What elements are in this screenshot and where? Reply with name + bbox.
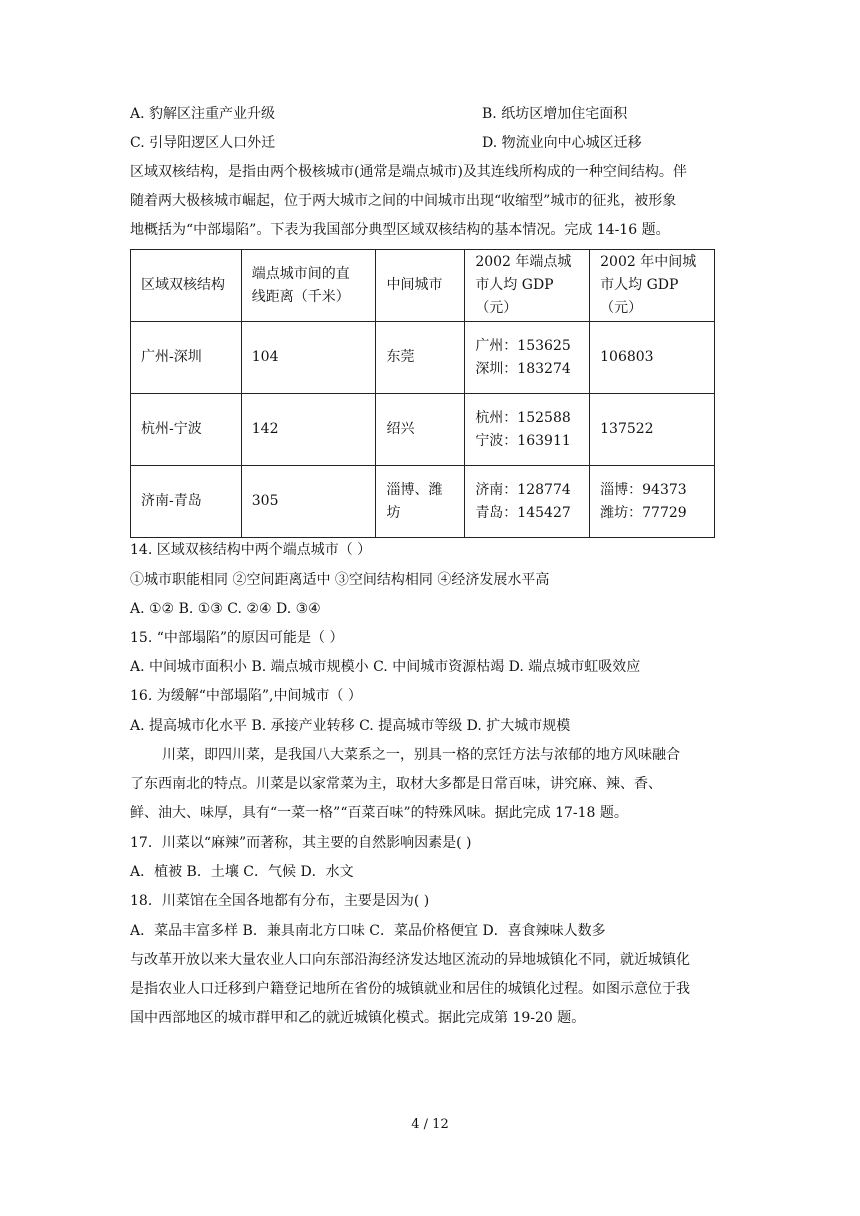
intro-19-20-line: 国中西部地区的城市群甲和乙的就近城镇化模式。据此完成第 19-20 题。 bbox=[130, 1010, 586, 1026]
cell-end-gdp-a: 杭州：152588 bbox=[475, 409, 571, 426]
q16-stem: 16. 为缓解“中部塌陷”,中间城市（ ） bbox=[130, 688, 362, 704]
cell-end-gdp-b: 宁波：163911 bbox=[475, 432, 571, 449]
cell-distance: 142 bbox=[241, 394, 376, 466]
cell-middle-gdp bbox=[590, 394, 715, 466]
cell-end-gdp-b: 青岛：145427 bbox=[475, 504, 571, 521]
q17-options: A．植被 B．土壤 C．气候 D．水文 bbox=[130, 864, 354, 880]
header-end-gdp-line1: 2002 年端点城 bbox=[475, 254, 572, 270]
cell-middle-city: 绍兴 bbox=[376, 394, 465, 466]
dual-core-table bbox=[130, 249, 715, 538]
cell-end-gdp-b: 深圳：183274 bbox=[475, 360, 571, 377]
cell-middle-gdp-a: 淄博：94373 bbox=[600, 481, 687, 498]
q13-option-c: C. 引导阳逻区人口外迁 bbox=[130, 135, 276, 151]
q18-stem: 18．川菜馆在全国各地都有分布，主要是因为( ) bbox=[130, 893, 430, 909]
cell-end-gdp bbox=[465, 394, 590, 466]
header-middle-gdp-line2: 市人均 GDP（元） bbox=[600, 277, 679, 316]
cell-region: 杭州-宁波 bbox=[131, 394, 242, 466]
table-row bbox=[131, 466, 715, 538]
q16-options: A. 提高城市化水平 B. 承接产业转移 C. 提高城市等级 D. 扩大城市规模 bbox=[130, 718, 571, 734]
q13-option-d: D. 物流业向中心城区迁移 bbox=[482, 135, 642, 151]
cell-middle-gdp bbox=[590, 322, 715, 394]
q14-stem: 14. 区域双核结构中两个端点城市（ ） bbox=[130, 542, 372, 558]
cell-distance: 305 bbox=[241, 466, 376, 538]
q13-option-b: B. 纸坊区增加住宅面积 bbox=[482, 106, 628, 122]
table-row bbox=[131, 322, 715, 394]
header-distance bbox=[241, 250, 376, 322]
header-region: 区域双核结构 bbox=[131, 250, 242, 322]
q17-stem: 17．川菜以“麻辣”而著称，其主要的自然影响因素是( ) bbox=[130, 835, 472, 851]
q14-items: ①城市职能相同 ②空间距离适中 ③空间结构相同 ④经济发展水平高 bbox=[130, 572, 550, 588]
cell-region: 广州-深圳 bbox=[131, 322, 242, 394]
header-end-gdp bbox=[465, 250, 590, 322]
cell-middle-gdp bbox=[590, 466, 715, 538]
intro-19-20-line: 与改革开放以来大量农业人口向东部沿海经济发达地区流动的异地城镇化不同，就近城镇化 bbox=[130, 952, 690, 968]
page-number: 4 / 12 bbox=[411, 1117, 449, 1132]
cell-end-gdp-a: 济南：128774 bbox=[475, 481, 571, 498]
cell-region: 济南-青岛 bbox=[131, 466, 242, 538]
header-middle-gdp-line1: 2002 年中间城 bbox=[600, 254, 697, 270]
cell-end-gdp-a: 广州：153625 bbox=[475, 337, 571, 354]
cell-middle-city: 东莞 bbox=[376, 322, 465, 394]
cell-middle-city: 淄博、潍坊 bbox=[376, 466, 465, 538]
q15-options: A. 中间城市面积小 B. 端点城市规模小 C. 中间城市资源枯竭 D. 端点城市虹吸效应 bbox=[130, 659, 641, 675]
q15-stem: 15. “中部塌陷”的原因可能是（ ） bbox=[130, 630, 344, 646]
header-middle-city: 中间城市 bbox=[376, 250, 465, 322]
table-row bbox=[131, 394, 715, 466]
header-end-gdp-line2: 市人均 GDP（元） bbox=[475, 277, 554, 316]
intro-17-18-line: 鲜、油大、味厚，具有“一菜一格”“百菜百味”的特殊风味。据此完成 17-18 题。 bbox=[130, 805, 628, 821]
intro-17-18-line: 了东西南北的特点。川菜是以家常菜为主，取材大多都是日常百味，讲究麻、辣、香、 bbox=[130, 776, 662, 792]
cell-middle-gdp-a: 106803 bbox=[600, 349, 654, 365]
cell-distance: 104 bbox=[241, 322, 376, 394]
intro-14-16-line: 随着两大极核城市崛起，位于两大城市之间的中间城市出现“收缩型”城市的征兆，被形象 bbox=[130, 193, 677, 209]
cell-middle-gdp-a: 137522 bbox=[600, 421, 654, 437]
cell-end-gdp bbox=[465, 322, 590, 394]
header-distance-line1: 端点城市间的直 bbox=[251, 265, 350, 282]
header-middle-gdp bbox=[590, 250, 715, 322]
q14-options: A. ①② B. ①③ C. ②④ D. ③④ bbox=[130, 601, 321, 617]
intro-14-16-line: 地概括为“中部塌陷”。下表为我国部分典型区域双核结构的基本情况。完成 14-16 题。 bbox=[130, 222, 670, 238]
intro-19-20-line: 是指农业人口迁移到户籍登记地所在省份的城镇就业和居住的城镇化过程。如图示意位于我 bbox=[130, 981, 690, 997]
cell-middle-gdp-b: 潍坊：77729 bbox=[600, 504, 687, 521]
intro-17-18-line: 川菜，即四川菜，是我国八大菜系之一，别具一格的烹饪方法与浓郁的地方风味融合 bbox=[162, 747, 680, 763]
intro-14-16-line: 区域双核结构，是指由两个极核城市(通常是端点城市)及其连线所构成的一种空间结构。伴 bbox=[130, 164, 687, 180]
header-distance-line2: 线距离（千米） bbox=[251, 288, 350, 305]
cell-end-gdp bbox=[465, 466, 590, 538]
table-header-row bbox=[131, 250, 715, 322]
q18-options: A．菜品丰富多样 B．兼具南北方口味 C．菜品价格便宜 D．喜食辣味人数多 bbox=[130, 923, 606, 939]
q13-option-a: A. 豹解区注重产业升级 bbox=[130, 106, 276, 122]
